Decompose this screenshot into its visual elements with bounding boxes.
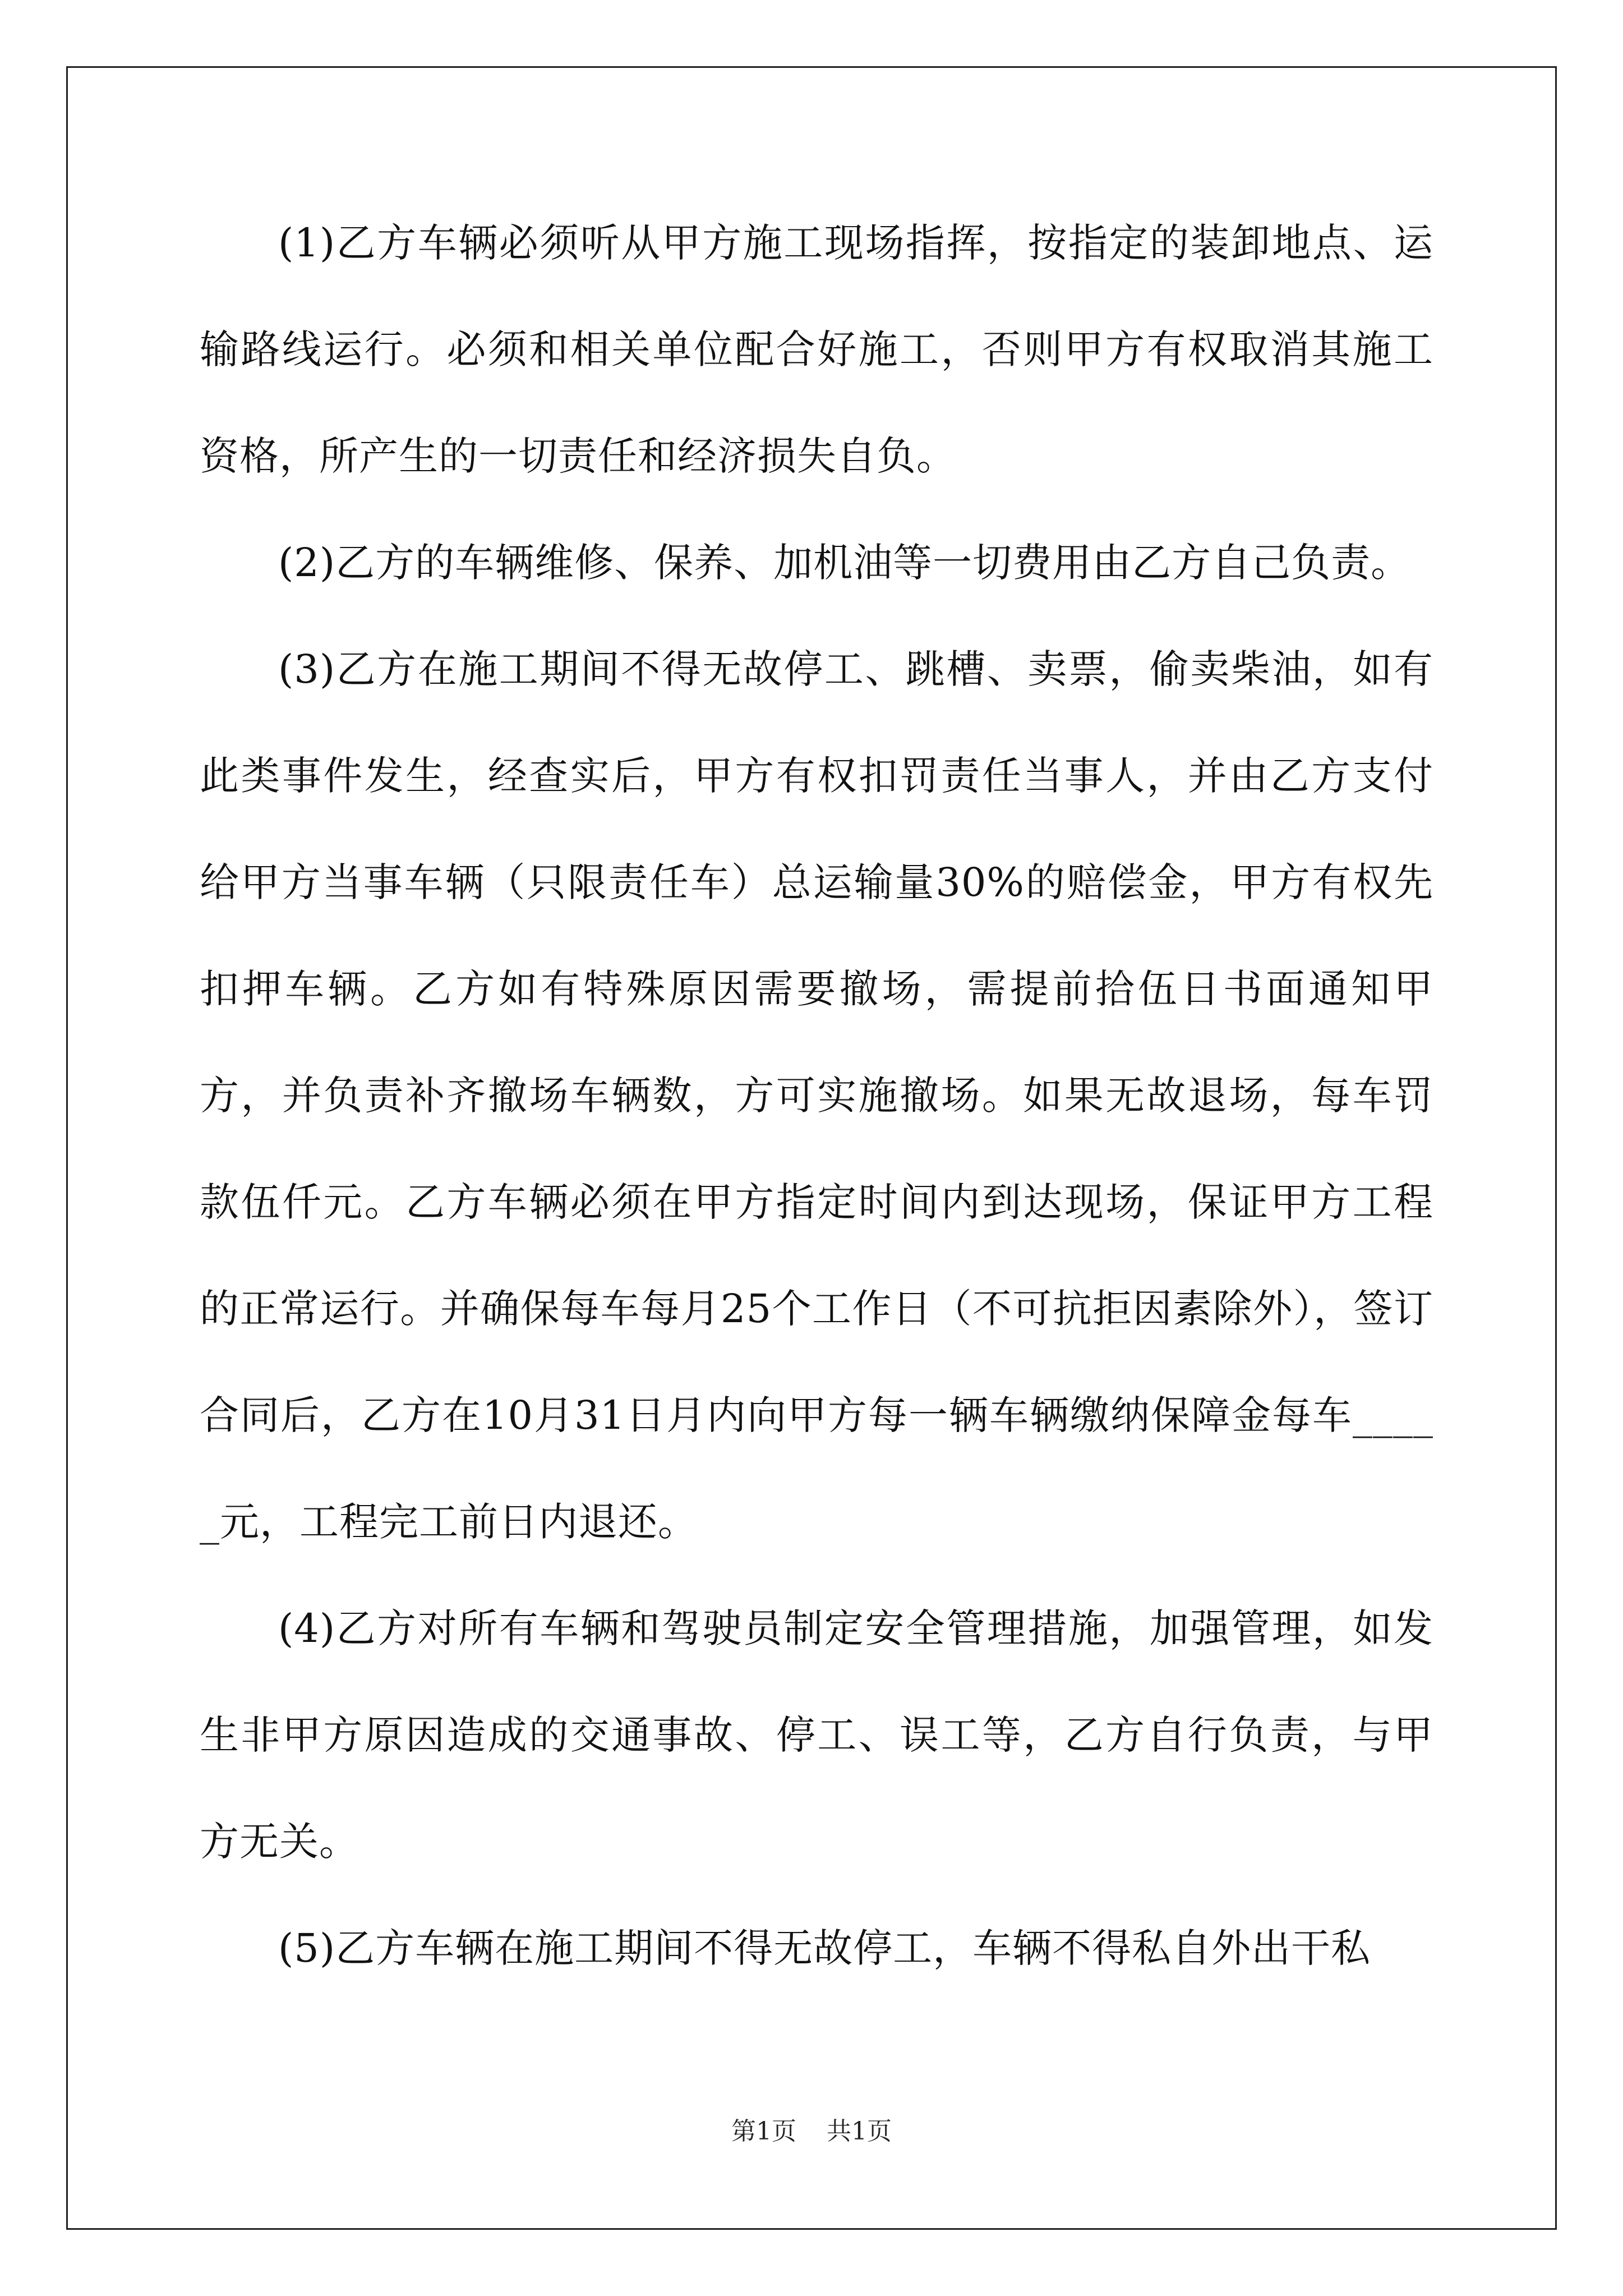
document-body: [200, 190, 1433, 2001]
paragraph-2: (2)乙方的车辆维修、保养、加机油等一切费用由乙方自己负责。: [278, 540, 1411, 586]
page-footer: [0, 2115, 1623, 2148]
paragraph-5: (5)乙方车辆在施工期间不得无故停工，车辆不得私自外出干私: [278, 1925, 1371, 1971]
paragraph-3: (3)乙方在施工期间不得无故停工、跳槽、卖票，偷卖柴油，如有此类事件发生，经查实后，甲方有权扣罚责任当事人，并由乙方支付给甲方当事车辆（只限责任车）总运输量30%的赔偿金，甲方有权先扣押车辆。乙方如有特殊原因需要撤场，需提前拾伍日书面通知甲方，并负责补齐撤场车辆数，方可实施撤场。如果无故退场，每车罚款伍仟元。乙方车辆必须在甲方指定时间内到达现场，保证甲方工程的正常运行。并确保每车每月25个工作日（不可抗拒因素除外），签订合同后，乙方在10月31日月内向甲方每一辆车辆缴纳保障金每车_____元，工程完工前日内退还。: [200, 646, 1433, 1545]
page-number: 第1页: [731, 2117, 796, 2146]
paragraph-1: (1)乙方车辆必须听从甲方施工现场指挥，按指定的装卸地点、运输路线运行。必须和相关单位配合好施工，否则甲方有权取消其施工资格，所产生的一切责任和经济损失自负。: [200, 220, 1433, 479]
page-total: 共1页: [827, 2117, 892, 2146]
paragraph-4: (4)乙方对所有车辆和驾驶员制定安全管理措施，加强管理，如发生非甲方原因造成的交通事故、停工、误工等，乙方自行负责，与甲方无关。: [200, 1605, 1433, 1865]
